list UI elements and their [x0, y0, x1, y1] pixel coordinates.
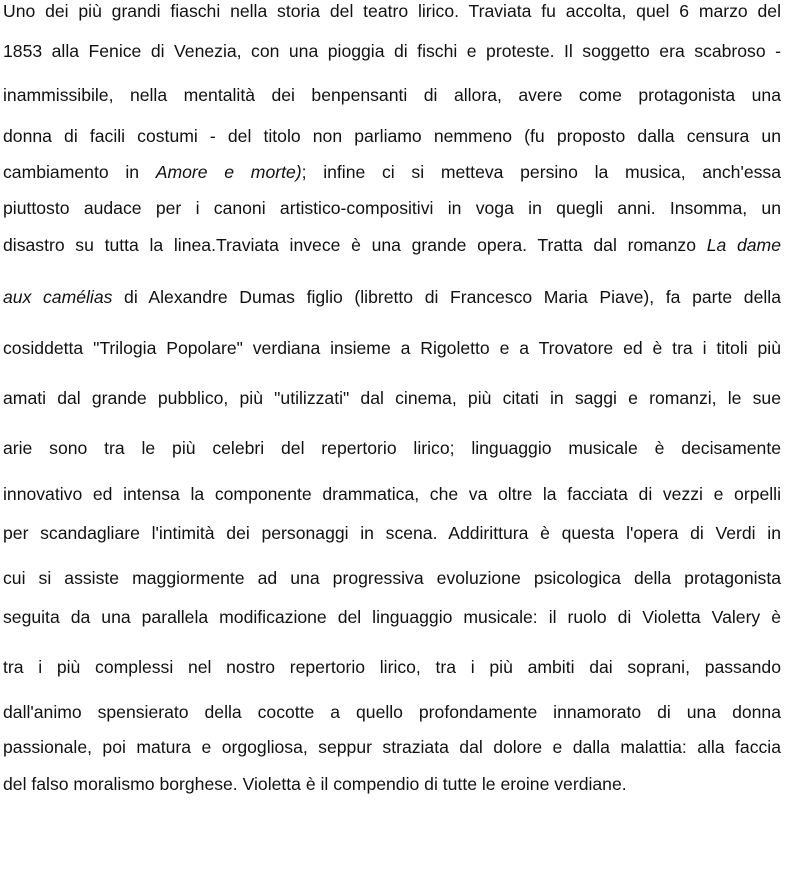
paragraph-line: [3, 387, 781, 409]
paragraph-line: [3, 606, 781, 628]
text-segment: passionale, poi matura e orgogliosa, seppur straziata dal dolore e dalla malattia: alla faccia: [3, 737, 781, 757]
italic-text: aux camélias: [3, 287, 113, 307]
text-segment: cui si assiste maggiormente ad una progressiva evoluzione psicologica della protagonista: [3, 568, 781, 588]
paragraph-line: [3, 0, 781, 22]
text-segment: disastro su tutta la linea.Traviata invece è una grande opera. Tratta dal romanzo: [3, 235, 707, 255]
paragraph-line: [3, 286, 781, 308]
text-segment: donna di facili costumi - del titolo non parliamo nemmeno (fu proposto dalla censura un: [3, 126, 781, 146]
text-segment: tra i più complessi nel nostro repertorio lirico, tra i più ambiti dai soprani, passando: [3, 657, 781, 677]
paragraph-line: [3, 437, 781, 459]
text-segment: cambiamento in: [3, 162, 156, 182]
paragraph-line: [3, 161, 781, 183]
italic-text: La dame: [706, 235, 781, 255]
paragraph-line: [3, 40, 781, 62]
text-segment: di Alexandre Dumas figlio (libretto di Francesco Maria Piave), fa parte della: [112, 287, 781, 307]
paragraph-line: [3, 701, 781, 723]
text-segment: arie sono tra le più celebri del repertorio lirico; linguaggio musicale è decisamente: [3, 438, 781, 458]
paragraph-line: [3, 84, 781, 106]
text-segment: cosiddetta "Trilogia Popolare" verdiana insieme a Rigoletto e a Trovatore ed è tra i titoli più: [3, 338, 781, 358]
paragraph-line: [3, 125, 781, 147]
paragraph-line: [3, 567, 781, 589]
paragraph-line: [3, 197, 781, 219]
text-segment: Uno dei più grandi fiaschi nella storia del teatro lirico. Traviata fu accolta, quel 6 marzo del: [3, 1, 781, 21]
text-segment: ; infine ci si metteva persino la musica, anch'essa: [301, 162, 781, 182]
text-segment: piuttosto audace per i canoni artistico-compositivi in voga in quegli anni. Insomma, un: [3, 198, 781, 218]
italic-text: Amore e morte): [155, 162, 302, 182]
text-segment: amati dal grande pubblico, più "utilizzati" dal cinema, più citati in saggi e romanzi, le sue: [3, 388, 781, 408]
paragraph-line: [3, 522, 781, 544]
text-segment: del falso moralismo borghese. Violetta è il compendio di tutte le eroine verdiane.: [3, 774, 627, 794]
text-segment: innovativo ed intensa la componente drammatica, che va oltre la facciata di vezzi e orpelli: [3, 484, 781, 504]
text-segment: inammissibile, nella mentalità dei benpensanti di allora, avere come protagonista una: [3, 85, 781, 105]
paragraph-line: [3, 337, 781, 359]
paragraph-line: [3, 656, 781, 678]
paragraph-line: [3, 736, 781, 758]
text-segment: 1853 alla Fenice di Venezia, con una pioggia di fischi e proteste. Il soggetto era scabroso -: [3, 41, 781, 61]
text-segment: dall'animo spensierato della cocotte a quello profondamente innamorato di una donna: [3, 702, 781, 722]
paragraph-line: [3, 773, 781, 795]
text-segment: seguita da una parallela modificazione del linguaggio musicale: il ruolo di Violetta Valery è: [3, 607, 781, 627]
text-segment: per scandagliare l'intimità dei personaggi in scena. Addirittura è questa l'opera di Verdi in: [3, 523, 781, 543]
paragraph-line: [3, 483, 781, 505]
paragraph-line: [3, 234, 781, 256]
